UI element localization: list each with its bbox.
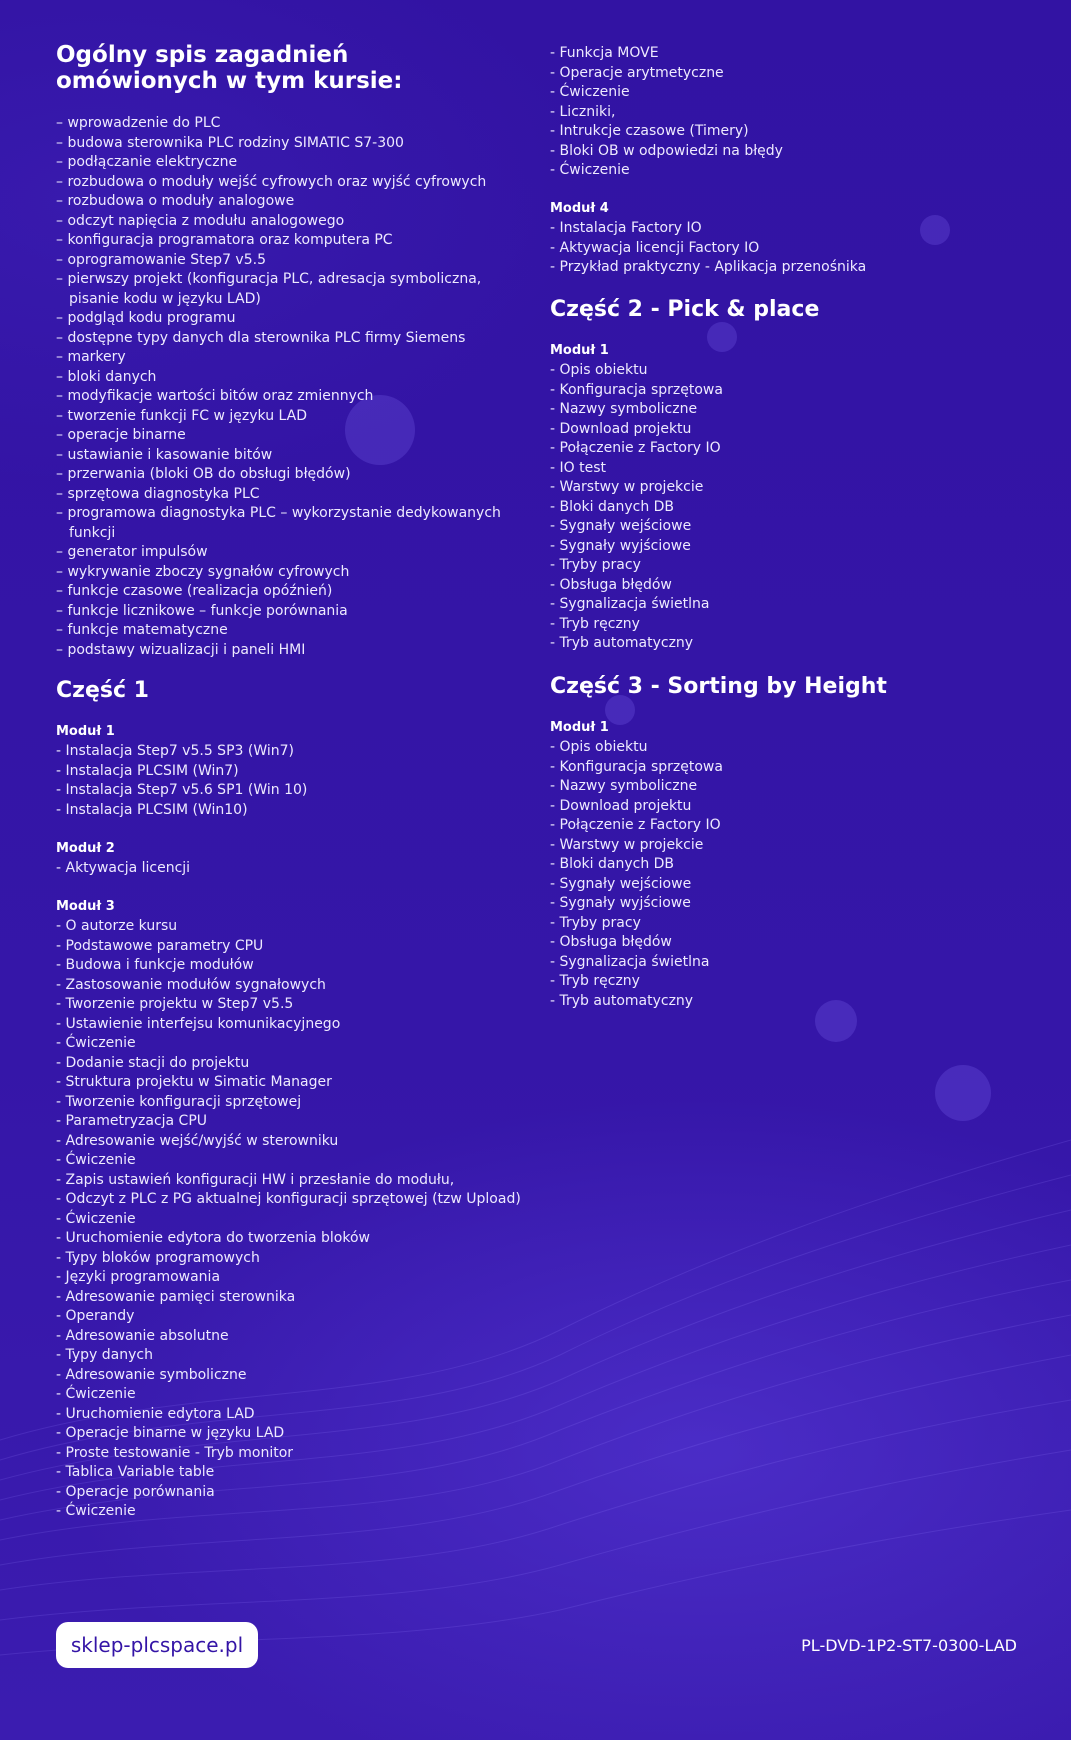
list-item: - Adresowanie pamięci sterownika <box>56 1288 296 1305</box>
list-item: - Liczniki, <box>550 103 616 120</box>
list-item: - Sygnały wejściowe <box>550 518 692 534</box>
list-item: - Typy danych <box>56 1347 153 1363</box>
list-item: - Tryb automatyczny <box>550 992 694 1009</box>
list-item: - Ćwiczenie <box>56 1035 136 1051</box>
list-item: - Bloki danych DB <box>550 856 675 872</box>
list-item: – oprogramowanie Step7 v5.5 <box>56 251 266 268</box>
list-item: - Operacje binarne w języku LAD <box>56 1425 285 1441</box>
list-item: - Tworzenie projektu w Step7 v5.5 <box>56 996 294 1012</box>
list-item: - Połączenie z Factory IO <box>550 817 721 833</box>
list-item: - Dodanie stacji do projektu <box>56 1054 250 1071</box>
list-item: - Instalacja Factory IO <box>550 220 702 236</box>
part1-module4-list <box>550 219 1030 278</box>
list-item: – tworzenie funkcji FC w języku LAD <box>56 407 308 424</box>
general-topics-list <box>56 114 516 660</box>
part2-heading: Część 2 - Pick & place <box>550 297 820 322</box>
page-title: Ogólny spis zagadnień omówionych w tym kursie: <box>56 42 403 94</box>
list-item: - Zastosowanie modułów sygnałowych <box>56 976 326 993</box>
list-item: - Aktywacja licencji Factory IO <box>550 239 760 256</box>
list-item: - Warstwy w projekcie <box>550 479 704 495</box>
list-item: – bloki danych <box>56 368 157 385</box>
list-item: – sprzętowa diagnostyka PLC <box>56 485 260 502</box>
list-item: - Obsługa błędów <box>550 934 672 950</box>
list-item: - Podstawowe parametry CPU <box>56 937 264 954</box>
list-item: - Operacje arytmetyczne <box>550 64 724 81</box>
list-item: – dostępne typy danych dla sterownika PLC firmy Siemens <box>56 329 466 346</box>
list-item: - Budowa i funkcje modułów <box>56 957 254 973</box>
list-item: - Sygnalizacja świetlna <box>550 953 710 970</box>
list-item: - Ćwiczenie <box>56 1210 136 1227</box>
part1-module3-label: Moduł 3 <box>56 899 115 914</box>
part2-module1-label: Moduł 1 <box>550 343 609 358</box>
list-item: - Obsługa błędów <box>550 576 672 593</box>
list-item: – ustawianie i kasowanie bitów <box>56 446 273 463</box>
list-item: – rozbudowa o moduły wejść cyfrowych oraz wyjść cyfrowych <box>56 173 487 190</box>
list-item: – pierwszy projekt (konfiguracja PLC, adresacja symboliczna, pisanie kodu w języku LAD) <box>56 271 482 307</box>
part1-module4-label: Moduł 4 <box>550 201 609 216</box>
part1-module3-continued-list <box>550 44 1030 181</box>
list-item: - Instalacja Step7 v5.5 SP3 (Win7) <box>56 743 294 759</box>
part1-module3-list <box>56 917 526 1522</box>
part3-module1-list <box>550 738 1030 1011</box>
list-item: - Połączenie z Factory IO <box>550 440 721 456</box>
list-item: - Języki programowania <box>56 1269 221 1285</box>
list-item: - Parametryzacja CPU <box>56 1113 208 1129</box>
list-item: - O autorze kursu <box>56 918 178 934</box>
list-item: - Tryb ręczny <box>550 973 640 989</box>
list-item: – podłączanie elektryczne <box>56 154 238 170</box>
list-item: – budowa sterownika PLC rodziny SIMATIC S7-300 <box>56 134 404 151</box>
list-item: - Adresowanie wejść/wyjść w sterowniku <box>56 1132 339 1149</box>
list-item: - Ćwiczenie <box>56 1152 136 1168</box>
part2-module1-list <box>550 361 1030 654</box>
list-item: - Tryb automatyczny <box>550 635 694 651</box>
list-item: – podgląd kodu programu <box>56 310 236 326</box>
list-item: - Sygnały wyjściowe <box>550 537 691 554</box>
list-item: - Typy bloków programowych <box>56 1249 260 1266</box>
list-item: - Tryby pracy <box>550 557 641 573</box>
list-item: – wykrywanie zboczy sygnałów cyfrowych <box>56 563 350 580</box>
list-item: – rozbudowa o moduły analogowe <box>56 193 295 209</box>
list-item: - Bloki OB w odpowiedzi na błędy <box>550 142 783 159</box>
list-item: – generator impulsów <box>56 544 208 560</box>
list-item: - Opis obiektu <box>550 362 648 378</box>
part1-module2-list <box>56 859 516 879</box>
list-item: - Odczyt z PLC z PG aktualnej konfiguracji sprzętowej (tzw Upload) <box>56 1191 521 1207</box>
list-item: - Tworzenie konfiguracji sprzętowej <box>56 1093 302 1110</box>
part1-module1-label: Moduł 1 <box>56 724 115 739</box>
list-item: – funkcje licznikowe – funkcje porównania <box>56 602 348 619</box>
part3-heading: Część 3 - Sorting by Height <box>550 674 887 699</box>
list-item: - Bloki danych DB <box>550 498 675 515</box>
list-item: - Tryby pracy <box>550 914 641 931</box>
part1-module1-list <box>56 742 516 820</box>
list-item: - Instalacja PLCSIM (Win10) <box>56 801 248 818</box>
list-item: – funkcje czasowe (realizacja opóźnień) <box>56 583 333 599</box>
list-item: - Tablica Variable table <box>56 1464 215 1480</box>
list-item: - Operandy <box>56 1308 135 1324</box>
list-item: - Proste testowanie - Tryb monitor <box>56 1444 294 1461</box>
list-item: – konfiguracja programatora oraz komputera PC <box>56 232 393 248</box>
list-item: - Zapis ustawień konfiguracji HW i przesłanie do modułu, <box>56 1171 455 1188</box>
shop-url-button[interactable]: sklep-plcspace.pl <box>56 1622 258 1668</box>
list-item: - Download projektu <box>550 797 692 814</box>
list-item: - Adresowanie symboliczne <box>56 1366 247 1383</box>
list-item: - Ćwiczenie <box>56 1503 136 1519</box>
list-item: - Instalacja PLCSIM (Win7) <box>56 762 239 779</box>
list-item: – operacje binarne <box>56 427 186 443</box>
list-item: - Sygnalizacja świetlna <box>550 596 710 612</box>
list-item: - Ustawienie interfejsu komunikacyjnego <box>56 1015 341 1032</box>
list-item: – funkcje matematyczne <box>56 622 228 638</box>
list-item: – wprowadzenie do PLC <box>56 115 221 131</box>
list-item: - Tryb ręczny <box>550 615 640 632</box>
part1-heading: Część 1 <box>56 678 149 703</box>
list-item: - Instalacja Step7 v5.6 SP1 (Win 10) <box>56 782 308 798</box>
list-item: - Konfiguracja sprzętowa <box>550 758 723 775</box>
list-item: – modyfikacje wartości bitów oraz zmiennych <box>56 388 374 404</box>
list-item: – programowa diagnostyka PLC – wykorzystanie dedykowanych funkcji <box>56 505 501 541</box>
list-item: - Aktywacja licencji <box>56 860 191 876</box>
list-item: - Opis obiektu <box>550 739 648 755</box>
list-item: - IO test <box>550 459 606 476</box>
product-code: PL-DVD-1P2-ST7-0300-LAD <box>801 1636 1017 1655</box>
list-item: - Uruchomienie edytora do tworzenia bloków <box>56 1230 370 1246</box>
list-item: - Ćwiczenie <box>550 84 630 100</box>
part1-module2-label: Moduł 2 <box>56 841 115 856</box>
list-item: - Funkcja MOVE <box>550 45 659 61</box>
list-item: - Intrukcje czasowe (Timery) <box>550 123 749 139</box>
list-item: - Ćwiczenie <box>56 1386 136 1402</box>
list-item: - Nazwy symboliczne <box>550 778 698 794</box>
list-item: - Sygnały wejściowe <box>550 875 692 892</box>
list-item: - Nazwy symboliczne <box>550 401 698 417</box>
list-item: – podstawy wizualizacji i paneli HMI <box>56 641 306 658</box>
list-item: - Warstwy w projekcie <box>550 836 704 853</box>
list-item: - Download projektu <box>550 420 692 437</box>
list-item: - Operacje porównania <box>56 1483 215 1500</box>
list-item: - Struktura projektu w Simatic Manager <box>56 1074 332 1090</box>
list-item: - Sygnały wyjściowe <box>550 895 691 911</box>
list-item: - Konfiguracja sprzętowa <box>550 381 723 398</box>
list-item: – odczyt napięcia z modułu analogowego <box>56 212 345 229</box>
list-item: – markery <box>56 349 126 365</box>
list-item: – przerwania (bloki OB do obsługi błędów) <box>56 466 351 482</box>
list-item: - Przykład praktyczny - Aplikacja przenośnika <box>550 259 867 275</box>
list-item: - Uruchomienie edytora LAD <box>56 1405 255 1422</box>
list-item: - Adresowanie absolutne <box>56 1327 229 1344</box>
decorative-bokeh <box>707 322 737 352</box>
list-item: - Ćwiczenie <box>550 162 630 178</box>
part3-module1-label: Moduł 1 <box>550 720 609 735</box>
